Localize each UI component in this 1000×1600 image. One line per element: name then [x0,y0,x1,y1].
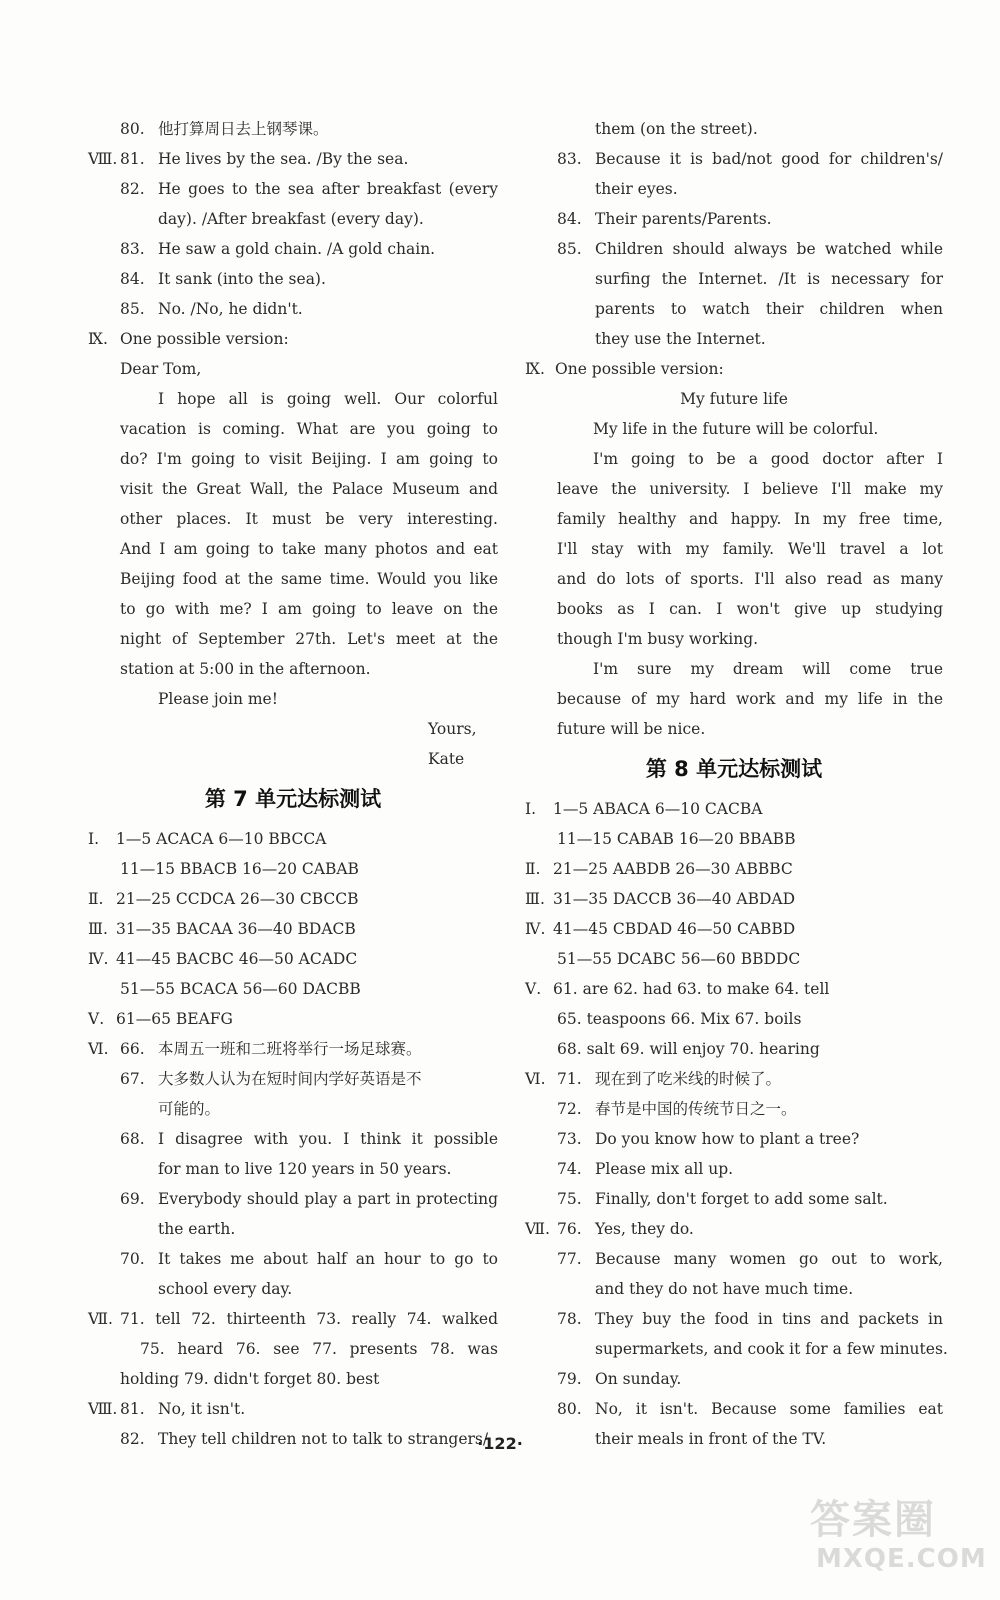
section-numeral: Ⅴ. [525,980,542,998]
right-column [525,114,948,1454]
answer-text: I disagree with you. I think it possible [158,1130,498,1148]
answer-text: It takes me about half an hour to go to [158,1250,498,1268]
answer-text: I'm going to be a good doctor after I [593,450,943,468]
question-number: 79. [557,1370,582,1388]
section-numeral: Ⅰ. [88,830,100,848]
answer-text: 春节是中国的传统节日之一。 [595,1100,797,1118]
answer-line [88,534,498,564]
answer-line [88,684,498,714]
answer-text: They tell children not to talk to strangers/ [158,1430,489,1448]
question-number: 66. [120,1040,145,1058]
answer-text: day). /After breakfast (every day). [158,210,424,228]
question-number: 70. [120,1250,145,1268]
question-number: 78. [557,1310,582,1328]
answer-text: I hope all is going well. Our colorful [158,390,498,408]
answer-line [525,114,943,144]
answer-line [525,1214,943,1244]
answer-text: 51—55 DCABC 56—60 BBDDC [557,950,801,968]
question-number: 81. [120,1400,145,1418]
section-numeral: Ⅵ. [88,1040,109,1058]
answer-text: holding 79. didn't forget 80. best [120,1370,380,1388]
answer-text: One possible version: [555,360,724,378]
answer-text: surfing the Internet. /It is necessary for [595,270,943,288]
answer-text: Yes, they do. [595,1220,694,1238]
answer-line [525,714,943,744]
section-numeral: Ⅲ. [88,920,108,938]
answer-text: them (on the street). [595,120,758,138]
section-numeral: Ⅸ. [525,360,545,378]
answer-text: Children should always be watched while [595,240,943,258]
question-number: 83. [120,240,145,258]
question-number: 76. [557,1220,582,1238]
answer-text: I'll stay with my family. We'll travel a lot [557,540,943,558]
answer-line [88,294,498,324]
answer-text: My future life [680,390,788,408]
section-numeral: Ⅳ. [88,950,109,968]
question-number: 83. [557,150,582,168]
answer-line [88,914,498,944]
answer-line [88,854,498,884]
answer-line [525,354,943,384]
answer-line [88,264,498,294]
answer-line [88,474,498,504]
answer-line [88,444,498,474]
answer-text: And I am going to take many photos and eat [120,540,498,558]
question-number: 68. [120,1130,145,1148]
answer-text: No, it isn't. Because some families eat [595,1400,943,1418]
section-numeral: Ⅸ. [88,330,108,348]
answer-text: 61—65 BEAFG [116,1010,233,1028]
section-numeral: Ⅶ. [525,1220,550,1238]
answer-text: to go with me? I am going to leave on the [120,600,498,618]
answer-line [525,594,943,624]
answer-line [525,884,943,914]
question-number: 84. [557,210,582,228]
question-number: 85. [120,300,145,318]
answer-line [525,1244,943,1274]
answer-line [525,234,943,264]
question-number: 69. [120,1190,145,1208]
answer-line [525,504,943,534]
answer-line [88,1184,498,1214]
answer-line [88,824,498,854]
answer-line [525,324,943,354]
answer-text: other places. It must be very interesting. [120,510,498,528]
answer-text: 现在到了吃米线的时候了。 [595,1070,782,1088]
section-numeral: Ⅲ. [525,890,545,908]
answer-line [88,564,498,594]
answer-line [525,944,943,974]
answer-text: Please join me! [158,690,278,708]
answer-text: Finally, don't forget to add some salt. [595,1190,888,1208]
answer-line [88,1004,498,1034]
answer-line [88,204,498,234]
answer-text: No, it isn't. [158,1400,246,1418]
answer-line [525,684,943,714]
watermark-logo-url: MXQE.COM [816,1544,987,1574]
answer-line [88,1094,498,1124]
answer-line [88,1304,498,1334]
answer-line [88,504,498,534]
question-number: 82. [120,1430,145,1448]
question-number: 84. [120,270,145,288]
section-numeral: Ⅷ. [88,1400,118,1418]
answer-line [88,384,498,414]
question-number: 85. [557,240,582,258]
question-number: 67. [120,1070,145,1088]
section-numeral: Ⅱ. [88,890,104,908]
answer-text: Yours, [428,720,477,738]
answer-text: On sunday. [595,1370,682,1388]
answer-text: 1—5 ABACA 6—10 CACBA [553,800,763,818]
section-numeral: Ⅰ. [525,800,537,818]
answer-text: they use the Internet. [595,330,766,348]
answer-line [88,324,498,354]
answer-line [88,144,498,174]
section-numeral: Ⅶ. [88,1310,113,1328]
answer-line [525,974,943,1004]
answer-line [525,1184,943,1214]
answer-line [88,174,498,204]
question-number: 80. [557,1400,582,1418]
answer-text: books as I can. I won't give up studying [557,600,943,618]
answer-text: 可能的。 [158,1100,221,1118]
answer-line [525,654,943,684]
answer-line [525,1304,943,1334]
answer-text: and they do not have much time. [595,1280,854,1298]
answer-text: Because it is bad/not good for children's/ [595,150,943,168]
answer-text: My life in the future will be colorful. [593,420,879,438]
answer-text: 51—55 BCACA 56—60 DACBB [120,980,361,998]
answer-text: Please mix all up. [595,1160,734,1178]
answer-line [88,714,498,744]
answer-line [525,914,943,944]
answer-line [525,474,943,504]
watermark-logo-mark: 答案圈 [810,1497,936,1543]
answer-line [88,1394,498,1424]
answer-text: No. /No, he didn't. [158,300,303,318]
answer-text: Beijing food at the same time. Would you like [120,570,498,588]
answer-line [525,444,943,474]
answer-line [525,1154,943,1184]
answer-line [88,234,498,264]
question-number: 71. [557,1070,582,1088]
answer-line [525,824,943,854]
answer-text: Kate [428,750,465,768]
answer-line [88,1064,498,1094]
answer-text: do? I'm going to visit Beijing. I am going to [120,450,498,468]
answer-text: 71. tell 72. thirteenth 73. really 74. walked [120,1310,498,1328]
answer-text: future will be nice. [557,720,706,738]
question-number: 72. [557,1100,582,1118]
answer-line [525,264,943,294]
answer-line [525,414,943,444]
answer-line [525,854,943,884]
answer-text: Their parents/Parents. [595,210,772,228]
answer-text: Because many women go out to work, [595,1250,943,1268]
section-numeral: Ⅳ. [525,920,546,938]
answer-line [88,1364,498,1394]
answer-line [88,594,498,624]
left-column [88,114,498,1454]
answer-text: school every day. [158,1280,293,1298]
answer-text: 61. are 62. had 63. to make 64. tell [553,980,830,998]
answer-text: He goes to the sea after breakfast (every [158,180,498,198]
page-number: ·122· [477,1434,523,1453]
answer-line [88,1214,498,1244]
answer-line [88,1334,498,1364]
answer-text: They buy the food in tins and packets in [595,1310,943,1328]
answer-line [525,384,943,414]
answer-line [525,1334,948,1364]
answer-text: 65. teaspoons 66. Mix 67. boils [557,1010,802,1028]
answer-line [88,1274,498,1304]
answer-line [88,414,498,444]
answer-line [525,204,943,234]
answer-line [525,794,943,824]
unit-heading: 第 8 单元达标测试 [645,757,823,781]
answer-line [525,534,943,564]
answer-text: for man to live 120 years in 50 years. [158,1160,452,1178]
answer-text: leave the university. I believe I'll make my [557,480,943,498]
answer-line [525,1004,943,1034]
answer-text: their eyes. [595,180,678,198]
section-numeral: Ⅴ. [88,1010,105,1028]
answer-line [525,1094,943,1124]
answer-text: 本周五一班和二班将举行一场足球赛。 [158,1040,422,1058]
answer-line [88,1244,498,1274]
answer-text: Do you know how to plant a tree? [595,1130,860,1148]
answer-text: station at 5:00 in the afternoon. [120,660,371,678]
answer-text: 他打算周日去上钢琴课。 [158,120,329,138]
answer-line [88,974,498,1004]
question-number: 75. [557,1190,582,1208]
answer-line [525,564,943,594]
answer-text: 21—25 AABDB 26—30 ABBBC [553,860,793,878]
answer-text: parents to watch their children when [595,300,943,318]
answer-text: and do lots of sports. I'll also read as many [557,570,943,588]
answer-line [88,744,498,774]
answer-line [525,1034,943,1064]
question-number: 77. [557,1250,582,1268]
answer-line [88,944,498,974]
answer-text: visit the Great Wall, the Palace Museum and [120,480,498,498]
section-numeral: Ⅱ. [525,860,541,878]
answer-line [88,354,498,384]
answer-text: vacation is coming. What are you going to [120,420,498,438]
answer-line [525,1394,943,1424]
question-number: 82. [120,180,145,198]
question-number: 74. [557,1160,582,1178]
answer-line [88,1034,498,1064]
answer-line [525,1364,943,1394]
section-numeral: Ⅷ. [88,150,118,168]
answer-text: 1—5 ACACA 6—10 BBCCA [116,830,327,848]
answer-text: Dear Tom, [120,360,202,378]
answer-text: It sank (into the sea). [158,270,326,288]
answer-text: because of my hard work and my life in the [557,690,943,708]
watermark-logo [808,1486,987,1586]
question-number: 73. [557,1130,582,1148]
answer-text: supermarkets, and cook it for a few minutes. [595,1340,948,1358]
answer-line [88,1154,498,1184]
answer-text: One possible version: [120,330,289,348]
answer-text: their meals in front of the TV. [595,1430,827,1448]
answer-text: though I'm busy working. [557,630,759,648]
answer-text: 31—35 DACCB 36—40 ABDAD [553,890,796,908]
answer-text: 41—45 CBDAD 46—50 CABBD [553,920,796,938]
answer-text: 大多数人认为在短时间内学好英语是不 [158,1070,422,1088]
answer-line [525,624,943,654]
answer-line [88,114,498,144]
answer-text: Everybody should play a part in protecting [158,1190,498,1208]
question-number: 81. [120,150,145,168]
answer-text: 41—45 BACBC 46—50 ACADC [116,950,358,968]
answer-line [525,174,943,204]
answer-line [525,144,943,174]
answer-line [88,624,498,654]
answer-text: 75. heard 76. see 77. presents 78. was [140,1340,498,1358]
answer-text: 11—15 BBACB 16—20 CABAB [120,860,359,878]
answer-line [88,654,498,684]
answer-line [88,884,498,914]
answer-line [525,294,943,324]
answer-text: 21—25 CCDCA 26—30 CBCCB [116,890,359,908]
question-number: 80. [120,120,145,138]
section-numeral: Ⅵ. [525,1070,546,1088]
unit-heading: 第 7 单元达标测试 [204,787,382,811]
answer-text: I'm sure my dream will come true [593,660,943,678]
answer-text: 68. salt 69. will enjoy 70. hearing [557,1040,820,1058]
answer-line [525,1064,943,1094]
answer-text: He saw a gold chain. /A gold chain. [158,240,436,258]
answer-line [88,1124,498,1154]
answer-text: 11—15 CABAB 16—20 BBABB [557,830,796,848]
answer-line [525,1124,943,1154]
answer-text: night of September 27th. Let's meet at the [120,630,498,648]
answer-line [525,1274,943,1304]
answer-text: the earth. [158,1220,236,1238]
answer-text: family healthy and happy. In my free time, [557,510,943,528]
answer-text: He lives by the sea. /By the sea. [158,150,409,168]
answer-text: 31—35 BACAA 36—40 BDACB [116,920,356,938]
